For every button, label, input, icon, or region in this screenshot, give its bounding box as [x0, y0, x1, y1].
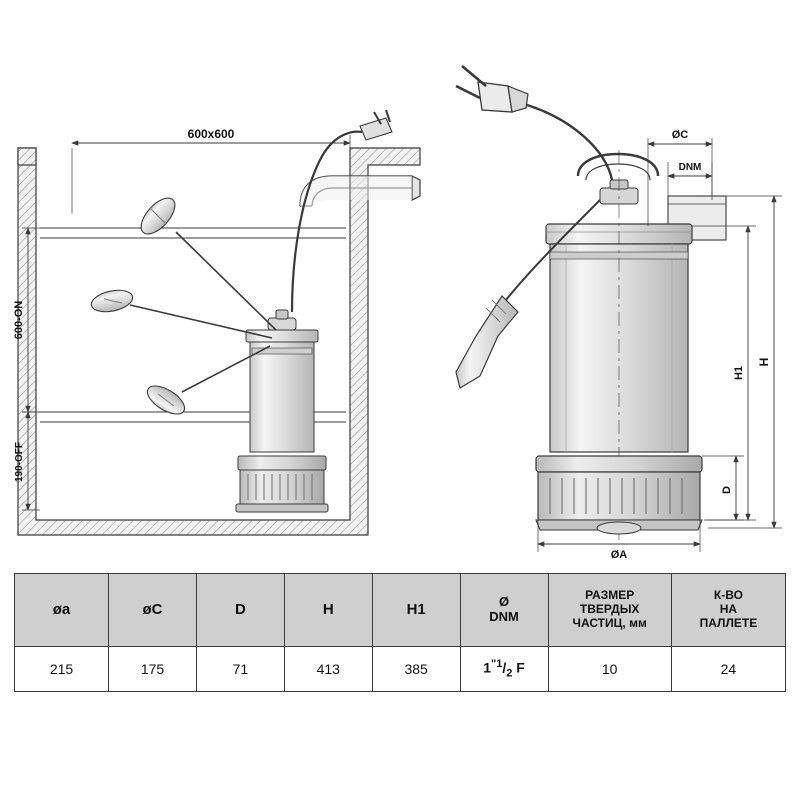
pump-body-left — [236, 310, 328, 512]
cell-oc: 175 — [109, 647, 197, 692]
dimension-label-height-d: D — [721, 486, 733, 494]
pump-elevation-view — [456, 66, 782, 561]
dnm-num: 1 — [496, 657, 503, 670]
header-oa: øa — [15, 574, 109, 647]
dimension-dnm — [668, 162, 712, 196]
cell-h1: 385 — [372, 647, 460, 692]
cell-d: 71 — [196, 647, 284, 692]
pit-installation-view — [13, 110, 420, 535]
power-plug-right — [456, 66, 528, 112]
dimension-label-diameter-c: ØC — [671, 129, 689, 141]
header-dnm-line1: Ø — [498, 594, 510, 610]
table-header-row — [15, 574, 786, 647]
specification-table — [14, 573, 786, 692]
header-h: H — [284, 574, 372, 647]
table-row — [15, 647, 786, 692]
header-d: D — [196, 574, 284, 647]
dnm-whole: 1 — [483, 659, 492, 676]
cell-oa: 215 — [15, 647, 109, 692]
header-particle-line3: ЧАСТИЦ, мм — [572, 615, 647, 630]
float-switch-upper — [135, 192, 276, 330]
dnm-suffix: F — [516, 659, 525, 676]
dimension-height-h1 — [692, 226, 756, 520]
dimension-label-dnm: DNM — [678, 162, 702, 173]
dimension-label-level-on: 600-ON — [13, 300, 25, 340]
cell-dnm — [460, 647, 548, 692]
cell-particle-size: 10 — [548, 647, 671, 692]
dnm-slash: / — [502, 659, 507, 676]
dimension-height-d — [702, 456, 744, 520]
dimension-height-h — [700, 196, 782, 528]
header-dnm — [460, 574, 548, 647]
dimension-label-diameter-a: ØA — [610, 549, 628, 561]
cell-pallet-qty: 24 — [671, 647, 785, 692]
dimension-label-height-h1: H1 — [733, 365, 745, 381]
specification-table-wrapper — [14, 573, 786, 692]
header-dnm-line2: DNM — [489, 609, 519, 624]
header-particle-line1: РАЗМЕР — [585, 588, 635, 603]
dimension-label-level-off: 190-OFF — [14, 441, 25, 483]
dnm-quote: " — [491, 657, 497, 670]
header-pallet-line2: НА — [719, 602, 738, 617]
header-pallet-qty — [671, 574, 785, 647]
header-h1: H1 — [372, 574, 460, 647]
header-particle-line2: ТВЕРДЫХ — [579, 602, 640, 617]
header-pallet-line3: ПАЛЛЕТЕ — [699, 615, 758, 630]
dimension-label-height-h: H — [757, 357, 771, 367]
header-pallet-line1: К-ВО — [713, 588, 743, 603]
header-particle-size — [548, 574, 671, 647]
dimension-label-pit-width: 600x600 — [187, 127, 235, 141]
float-switch-mid — [89, 287, 272, 338]
dnm-den: 2 — [506, 667, 513, 680]
power-plug-left — [360, 110, 392, 140]
cell-h: 413 — [284, 647, 372, 692]
header-oc: øC — [109, 574, 197, 647]
